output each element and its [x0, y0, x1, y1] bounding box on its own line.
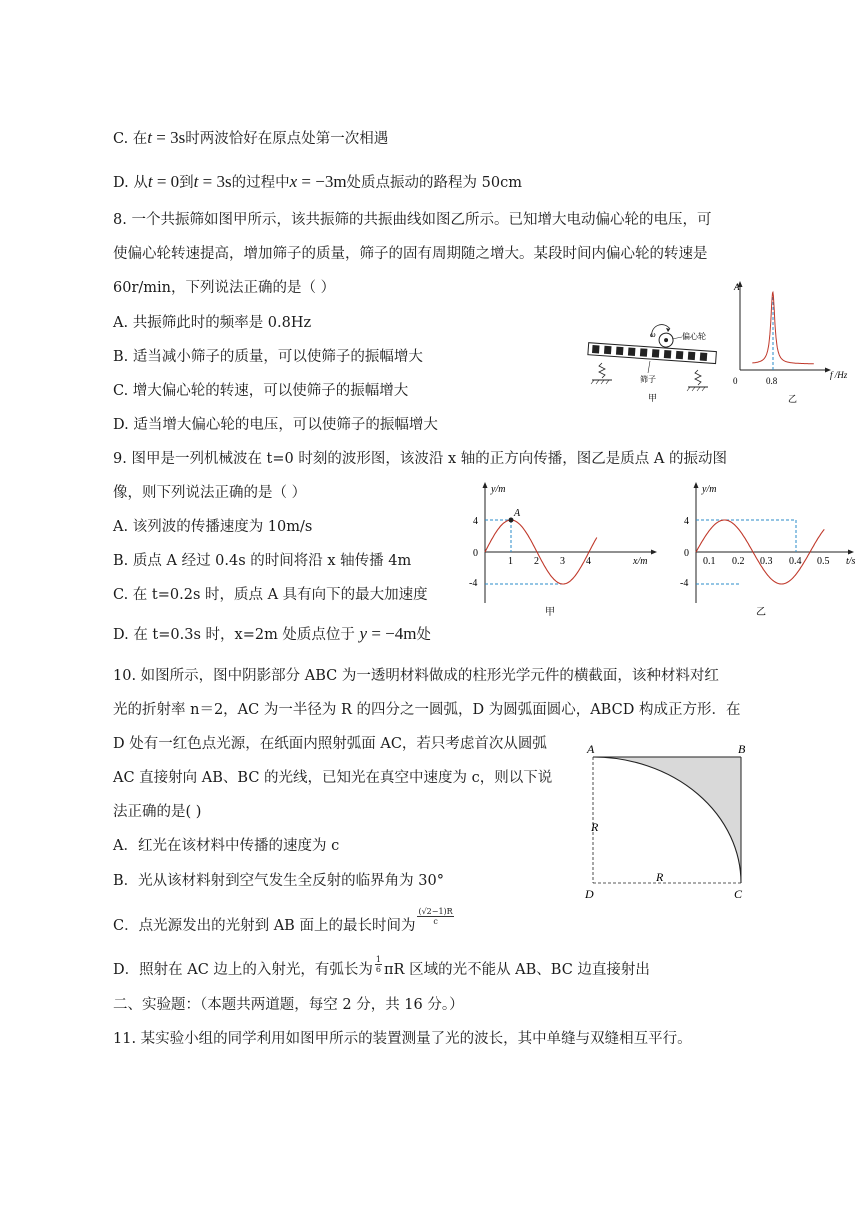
axis-t-label: t/s: [846, 556, 856, 567]
q9-stem-line2: 像，则下列说法正确的是（ ）: [113, 485, 307, 501]
omega-label: ω: [650, 330, 656, 339]
q8-figure-resonance-curve: [728, 278, 863, 408]
resonance-curve: [752, 292, 814, 363]
ttick-0.1: 0.1: [703, 556, 716, 567]
fig-caption-yi: 乙: [788, 394, 798, 404]
spring-right-icon: [695, 370, 701, 385]
q7-option-c: C. 在t = 3s时两波恰好在原点处第一次相遇: [113, 128, 389, 147]
ytick-neg4: -4: [469, 578, 478, 589]
axis-a-label: A: [734, 282, 740, 292]
section-heading-experiment: 二、实验题：（本题共两道题，每空 2 分，共 16 分。）: [113, 997, 464, 1013]
axis-y-label: y/m: [702, 484, 717, 495]
q9-option-d: D. 在 t=0.3s 时，x=2m 处质点位于 y = −4m处: [113, 624, 431, 643]
q9-option-b: B. 质点 A 经过 0.4s 的时间将沿 x 轴传播 4m: [113, 553, 412, 569]
spring-left-icon: [599, 363, 605, 378]
axis-x-label: x/m: [633, 556, 648, 567]
ttick-0.2: 0.2: [732, 556, 745, 567]
point-a-label: A: [514, 508, 521, 519]
point-d-label: D: [585, 887, 594, 901]
axis-y-label: y/m: [491, 484, 506, 495]
wheel-label: 偏心轮: [682, 332, 706, 341]
q10-stem-line2: 光的折射率 n＝2，AC 为一半径为 R 的四分之一圆弧，D 为圆弧面圆心，ABCD 构成正方形．在: [113, 702, 741, 718]
q8-option-b: B. 适当减小筛子的质量，可以使筛子的振幅增大: [113, 349, 423, 365]
shaded-region-abc: [593, 757, 741, 883]
q8-stem-line1: 8. 一个共振筛如图甲所示，该共振筛的共振曲线如图乙所示。已知增大电动偏心轮的电压，可: [113, 212, 712, 228]
q9-figure-waveform: [465, 478, 665, 623]
fraction-one-sixth: $\frac{1}{6}$: [375, 954, 382, 974]
xtick-3: 3: [560, 556, 565, 567]
origin-label: 0: [684, 548, 689, 559]
xtick-1: 1: [508, 556, 513, 567]
peak-tick-label: 0.8: [766, 376, 778, 386]
q8-figure-sieve: [580, 325, 725, 405]
ytick-4: 4: [473, 516, 478, 527]
xtick-4: 4: [586, 556, 591, 567]
origin-label: 0: [473, 548, 478, 559]
q8-stem-line2: 使偏心轮转速提高，增加筛子的质量，筛子的固有周期随之增大。某段时间内偏心轮的转速是: [113, 246, 708, 262]
q7-option-d: D. 从t = 0到t = 3s的过程中x = −3m处质点振动的路程为 50cm: [113, 172, 522, 191]
ttick-0.3: 0.3: [760, 556, 773, 567]
q11-stem: 11. 某实验小组的同学利用如图甲所示的装置测量了光的波长，其中单缝与双缝相互平行。: [113, 1031, 692, 1047]
fraction-time: $\frac{(√2-1)R}{c}$: [418, 906, 453, 926]
point-a-marker: [509, 518, 514, 523]
fig-caption-jia: 甲: [545, 607, 555, 618]
q8-option-c: C. 增大偏心轮的转速，可以使筛子的振幅增大: [113, 383, 409, 399]
fig-caption-yi: 乙: [756, 607, 766, 618]
q10-option-a: A．红光在该材料中传播的速度为 c: [113, 838, 340, 854]
ytick-neg4: -4: [680, 578, 689, 589]
q10-option-b: B．光从该材料射到空气发生全反射的临界角为 30°: [113, 873, 444, 889]
ytick-4: 4: [684, 516, 689, 527]
q10-stem-line5: 法正确的是( ): [113, 804, 202, 820]
radius-label-horizontal: R: [656, 870, 664, 884]
point-c-label: C: [734, 887, 743, 901]
ttick-0.5: 0.5: [817, 556, 830, 567]
q10-figure-optics: [578, 735, 758, 905]
xtick-2: 2: [534, 556, 539, 567]
point-a-label: A: [587, 742, 595, 756]
q10-option-c: C．点光源发出的光射到 AB 面上的最长时间为 $\frac{(√2-1)R}{c}$: [113, 906, 453, 934]
axis-f-label: f /Hz: [830, 370, 848, 380]
q10-stem-line3: D 处有一红色点光源，在纸面内照射弧面 AC，若只考虑首次从圆弧: [113, 736, 547, 752]
q10-stem-line1: 10. 如图所示，图中阴影部分 ABC 为一透明材料做成的柱形光学元件的横截面，该种材料对红: [113, 668, 719, 684]
q10-stem-line4: AC 直接射向 AB、BC 的光线，已知光在真空中速度为 c，则以下说: [113, 770, 553, 786]
q9-option-c: C. 在 t=0.2s 时，质点 A 具有向下的最大加速度: [113, 587, 428, 603]
q9-figure-vibration: [672, 478, 864, 623]
q8-option-a: A. 共振筛此时的频率是 0.8Hz: [113, 315, 312, 331]
radius-label-vertical: R: [591, 820, 599, 834]
q9-stem-line1: 9. 图甲是一列机械波在 t=0 时刻的波形图，该波沿 x 轴的正方向传播，图乙是质点 A 的振动图: [113, 451, 727, 467]
q9-option-a: A. 该列波的传播速度为 10m/s: [113, 519, 313, 535]
ttick-0.4: 0.4: [789, 556, 802, 567]
origin-label: 0: [733, 376, 738, 386]
point-b-label: B: [738, 742, 746, 756]
sieve-label: 筛子: [640, 375, 656, 384]
q7-c-var-t: t: [147, 128, 153, 147]
q10-option-d: D．照射在 AC 边上的入射光，有弧长为 $\frac{1}{6}$ πR 区域的光不能从 AB、BC 边直接射出: [113, 954, 650, 978]
q8-stem-line3: 60r/min，下列说法正确的是（ ）: [113, 280, 336, 296]
q8-option-d: D. 适当增大偏心轮的电压，可以使筛子的振幅增大: [113, 417, 438, 433]
fig-caption-jia: 甲: [648, 393, 658, 403]
